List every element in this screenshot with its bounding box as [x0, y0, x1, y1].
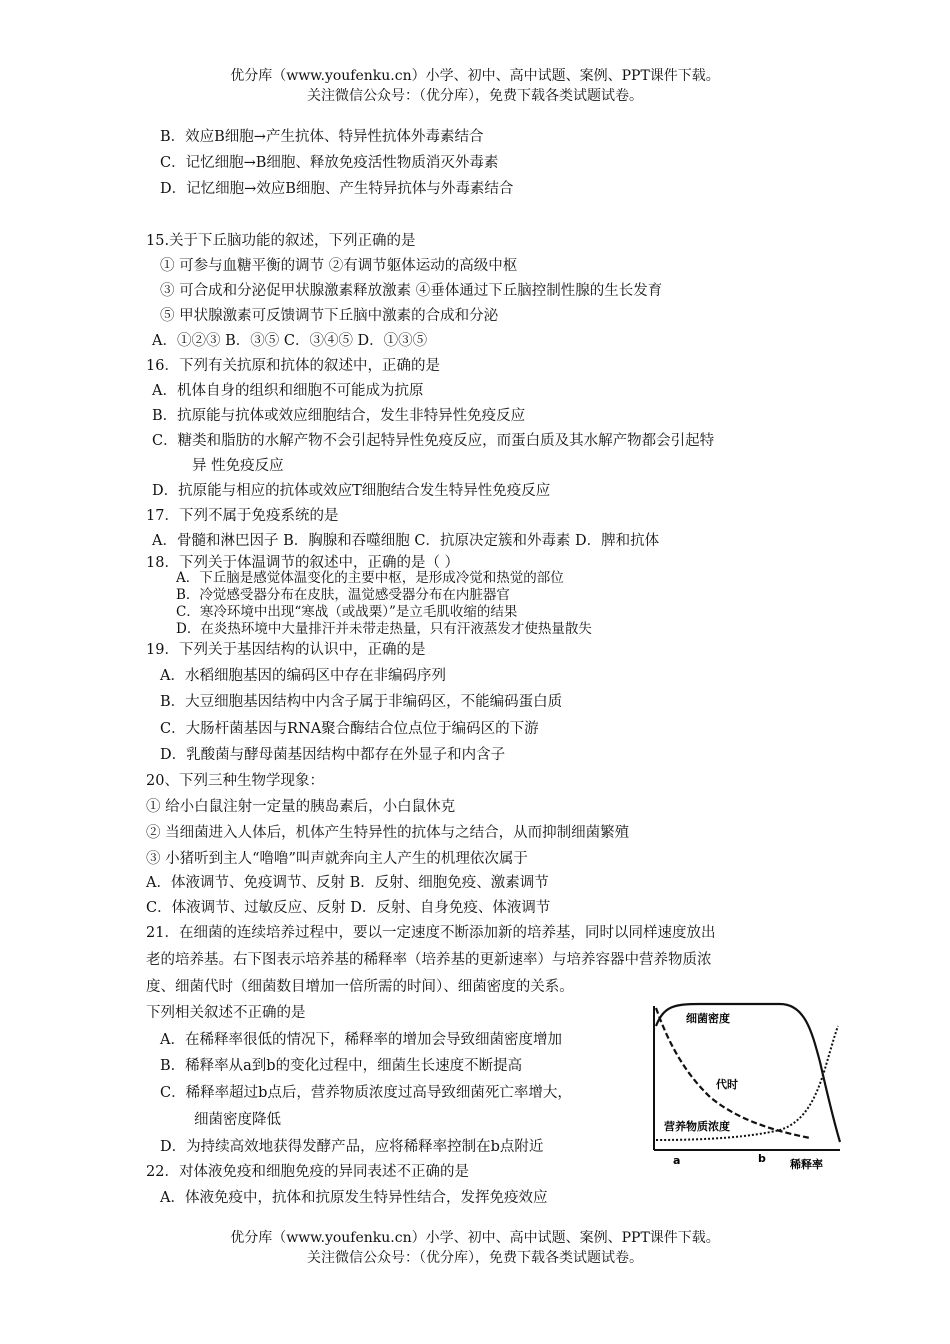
q14-option-c: C．记忆细胞→B细胞、释放免疫活性物质消灭外毒素: [160, 155, 499, 171]
q20-options-cd: C．体液调节、过敏反应、反射 D．反射、自身免疫、体液调节: [146, 900, 551, 916]
q21-option-c-line2: 细菌密度降低: [194, 1112, 281, 1128]
q22-option-a: A．体液免疫中，抗体和抗原发生特异性结合，发挥免疫效应: [160, 1190, 548, 1206]
x-axis-label: 稀释率: [790, 1158, 823, 1171]
q16-option-b: B．抗原能与抗体或效应细胞结合，发生非特异性免疫反应: [152, 408, 526, 424]
q20-phenomenon-1: ① 给小白鼠注射一定量的胰岛素后，小白鼠休克: [146, 799, 456, 815]
q16-option-d: D．抗原能与相应的抗体或效应T细胞结合发生特异性免疫反应: [152, 483, 551, 499]
q21-stem-line1: 21．在细菌的连续培养过程中，要以一定速度不断添加新的培养基，同时以同样速度放出: [146, 925, 716, 941]
q22-stem: 22．对体液免疫和细胞免疫的异同表述不正确的是: [146, 1164, 469, 1180]
q21-figure: [640, 1002, 850, 1174]
q15-stem: 15.关于下丘脑功能的叙述，下列正确的是: [146, 233, 416, 249]
q21-stem-line2: 老的培养基。右下图表示培养基的稀释率（培养基的更新速率）与培养容器中营养物质浓: [146, 952, 712, 968]
q19-option-d: D．乳酸菌与酵母菌基因结构中都存在外显子和内含子: [160, 747, 506, 763]
q20-phenomenon-3: ③ 小猪听到主人“噜噜”叫声就奔向主人产生的机理依次属于: [146, 851, 528, 867]
q18-option-b: B．冷觉感受器分布在皮肤，温觉感受器分布在内脏器官: [176, 587, 510, 603]
q17-stem: 17．下列不属于免疫系统的是: [146, 508, 339, 524]
q16-stem: 16．下列有关抗原和抗体的叙述中，正确的是: [146, 358, 440, 374]
q15-statement-3: ⑤ 甲状腺激素可反馈调节下丘脑中激素的合成和分泌: [160, 308, 499, 324]
q15-options: A．①②③ B．③⑤ C．③④⑤ D．①③⑤: [152, 333, 428, 349]
q19-option-a: A．水稻细胞基因的编码区中存在非编码序列: [160, 668, 446, 684]
q20-stem: 20、下列三种生物学现象：: [146, 773, 324, 789]
q16-option-a: A．机体自身的组织和细胞不可能成为抗原: [152, 383, 424, 399]
q21-option-c-line1: C．稀释率超过b点后，营养物质浓度过高导致细菌死亡率增大，: [160, 1085, 572, 1101]
q18-option-c: C．寒冷环境中出现“寒战（或战栗）”是立毛肌收缩的结果: [176, 604, 518, 620]
q15-statement-1: ① 可参与血糖平衡的调节 ②有调节躯体运动的高级中枢: [160, 258, 518, 274]
q21-stem-line4: 下列相关叙述不正确的是: [146, 1005, 306, 1021]
q21-stem-line3: 度、细菌代时（细菌数目增加一倍所需的时间）、细菌密度的关系。: [146, 979, 574, 995]
label-density: 细菌密度: [686, 1012, 730, 1025]
q18-option-a: A．下丘脑是感觉体温变化的主要中枢，是形成冷觉和热觉的部位: [176, 570, 564, 586]
tick-a: a: [673, 1154, 681, 1167]
label-generation-time: 代时: [716, 1078, 738, 1091]
q21-option-a: A．在稀释率很低的情况下，稀释率的增加会导致细菌密度增加: [160, 1032, 562, 1048]
q18-stem: 18．下列关于体温调节的叙述中，正确的是（ ）: [146, 555, 460, 571]
page-header-line2: 关注微信公众号：（优分库），免费下载各类试题试卷。: [307, 88, 643, 104]
q15-statement-2: ③ 可合成和分泌促甲状腺激素释放激素 ④垂体通过下丘脑控制性腺的生长发育: [160, 283, 663, 299]
page-footer-line1: 优分库（www.youfenku.cn）小学、初中、高中试题、案例、PPT课件下载。: [230, 1230, 720, 1246]
q20-phenomenon-2: ② 当细菌进入人体后，机体产生特异性的抗体与之结合，从而抑制细菌繁殖: [146, 825, 630, 841]
q19-option-c: C．大肠杆菌基因与RNA聚合酶结合位点位于编码区的下游: [160, 721, 539, 737]
q19-option-b: B．大豆细胞基因结构中内含子属于非编码区，不能编码蛋白质: [160, 694, 563, 710]
q18-option-d: D．在炎热环境中大量排汗并未带走热量，只有汗液蒸发才使热量散失: [176, 621, 592, 637]
q20-options-ab: A．体液调节、免疫调节、反射 B．反射、细胞免疫、激素调节: [146, 875, 549, 891]
q17-options: A．骨髓和淋巴因子 B．胸腺和吞噬细胞 C．抗原决定簇和外毒素 D．脾和抗体: [152, 533, 660, 549]
q16-option-c-line1: C．糖类和脂肪的水解产物不会引起特异性免疫反应，而蛋白质及其水解产物都会引起特: [152, 433, 715, 449]
q21-option-b: B．稀释率从a到b的变化过程中，细菌生长速度不断提高: [160, 1058, 523, 1074]
tick-b: b: [758, 1152, 766, 1165]
q16-option-c-line2: 异 性免疫反应: [192, 458, 284, 474]
q19-stem: 19．下列关于基因结构的认识中，正确的是: [146, 642, 426, 658]
page-header-line1: 优分库（www.youfenku.cn）小学、初中、高中试题、案例、PPT课件下载。: [230, 68, 720, 84]
generation-time-curve: [656, 1008, 810, 1138]
q14-option-d: D．记忆细胞→效应B细胞、产生特异抗体与外毒素结合: [160, 181, 514, 197]
q21-option-d: D．为持续高效地获得发酵产品，应将稀释率控制在b点附近: [160, 1139, 544, 1155]
label-nutrient: 营养物质浓度: [664, 1120, 730, 1133]
page-footer-line2: 关注微信公众号：（优分库），免费下载各类试题试卷。: [307, 1250, 643, 1266]
q14-option-b: B．效应B细胞→产生抗体、特异性抗体外毒素结合: [160, 129, 484, 145]
